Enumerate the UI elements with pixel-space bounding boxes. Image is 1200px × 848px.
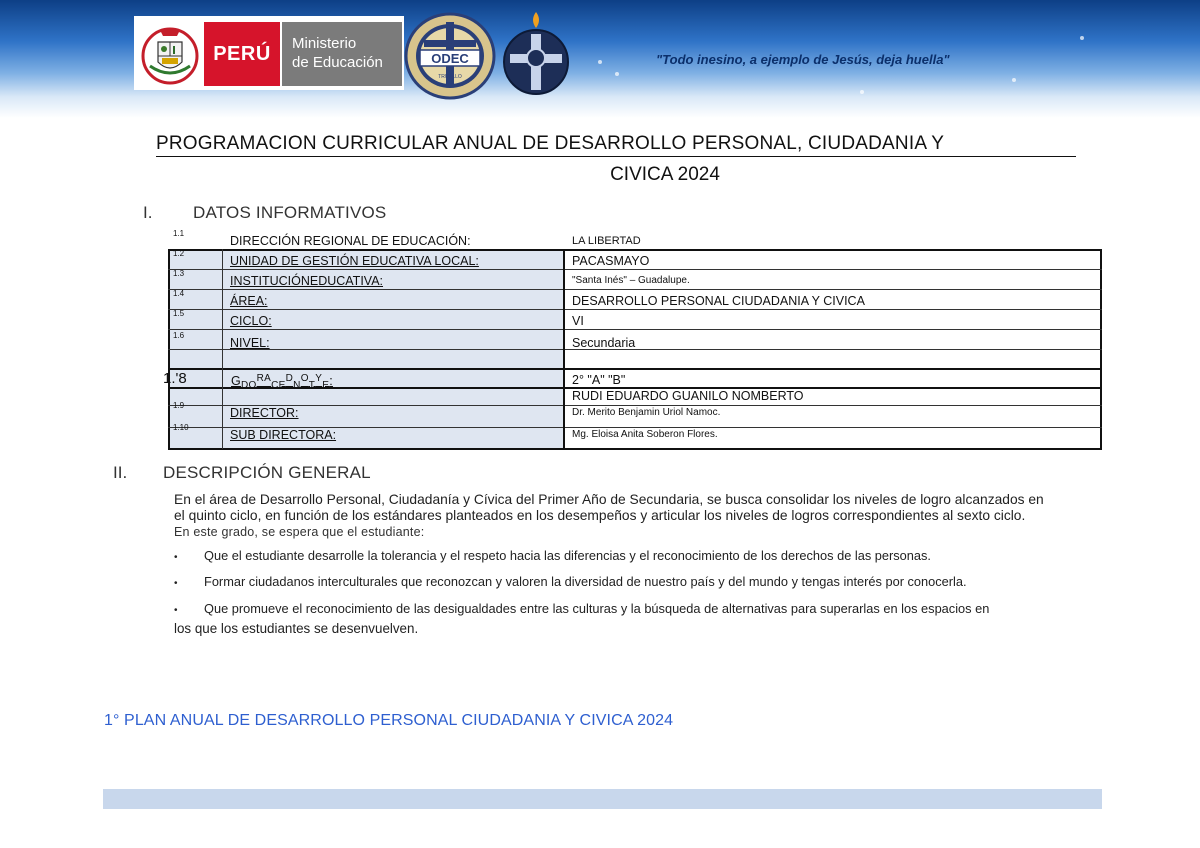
datos-row — [168, 289, 1102, 309]
section1-number: I. — [143, 203, 153, 222]
row-label: DIRECTOR: — [230, 406, 299, 420]
row-number: 1.9 — [173, 401, 185, 410]
datos-row — [168, 401, 1102, 421]
row-label: UNIDAD DE GESTIÓN EDUCATIVA LOCAL: — [230, 254, 479, 268]
row-label: NIVEL: — [230, 336, 270, 350]
grado-value: 2° "A" "B" — [572, 373, 626, 387]
sparkle-decoration — [615, 72, 619, 76]
bullet-item — [174, 599, 989, 621]
description-line: En este grado, se espera que el estudiante: — [174, 525, 425, 539]
description-paragraph — [174, 492, 1134, 540]
row-value: Mg. Eloisa Anita Soberon Flores. — [572, 429, 718, 440]
docente-value: RUDI EDUARDO GUANILO NOMBERTO — [572, 389, 804, 403]
sparkle-decoration — [598, 60, 602, 64]
bullet-icon: • — [174, 578, 178, 589]
row-value: "Santa Inés" – Guadalupe. — [572, 275, 690, 286]
section2-number: II. — [113, 463, 128, 482]
peru-label: PERÚ — [213, 42, 271, 65]
peru-brand-block — [204, 22, 280, 86]
ministerio-brand-block — [282, 22, 402, 86]
table-header-bar — [103, 789, 1102, 809]
description-line: el quinto ciclo, en función de los estándares planteados en los desempeños y articular los niveles de logros correspondientes al sexto ciclo. — [174, 508, 1026, 523]
row-number: 1.6 — [173, 331, 185, 340]
description-line: En el área de Desarrollo Personal, Ciudadanía y Cívica del Primer Año de Secundaria, se busca consolidar los niveles de logro alcanzados en — [174, 492, 1044, 507]
row-number: 1.5 — [173, 309, 185, 318]
row-label: INSTITUCIÓNEDUCATIVA: — [230, 274, 384, 288]
bullet-icon: • — [174, 605, 178, 616]
row-number: 1.3 — [173, 269, 185, 278]
bullet-text: Que promueve el reconocimiento de las desigualdades entre las culturas y la búsqueda de alternativas para superarlas en los espacios en — [204, 601, 990, 616]
plan-anual-heading: 1° PLAN ANUAL DE DESARROLLO PERSONAL CIUDADANIA Y CIVICA 2024 — [104, 712, 674, 729]
school-motto: "Todo inesino, a ejemplo de Jesús, deja huella" — [656, 52, 950, 67]
grado-docente-label: $G_{DO}^{RA}_{CE}^D_N^O_T^Y_E$: — [231, 373, 333, 391]
sparkle-decoration — [860, 90, 864, 94]
school-cross-logo-icon — [500, 10, 572, 100]
row-number: 1.4 — [173, 289, 185, 298]
ministerio-line2: de Educación — [292, 54, 383, 71]
peru-coat-of-arms-icon — [140, 22, 200, 86]
document-title-line2: CIVICA 2024 — [610, 164, 720, 185]
document-title-line1: PROGRAMACION CURRICULAR ANUAL DE DESARROLLO PERSONAL, CIUDADANIA Y — [156, 133, 1076, 157]
bullet-icon: • — [174, 552, 178, 563]
row-value: PACASMAYO — [572, 254, 650, 268]
sparkle-decoration — [1012, 78, 1016, 82]
row-label: SUB DIRECTORA: — [230, 428, 337, 442]
datos-row — [168, 309, 1102, 329]
row-label: DIRECCIÓN REGIONAL DE EDUCACIÓN: — [230, 234, 471, 248]
row-number: 1.2 — [173, 249, 185, 258]
bullet-text: Que el estudiante desarrolle la tolerancia y el respeto hacia las diferencias y el reconocimiento de los derechos de las personas. — [204, 548, 931, 563]
row-value: VI — [572, 314, 584, 328]
table-rule — [168, 329, 1102, 330]
datos-row — [168, 229, 1102, 249]
row-value: Dr. Merito Benjamin Uriol Namoc. — [572, 407, 721, 418]
row-value: Secundaria — [572, 336, 636, 350]
header-banner — [0, 0, 1200, 118]
row-label: ÁREA: — [230, 294, 268, 308]
sparkle-decoration — [1080, 36, 1084, 40]
section2-title: DESCRIPCIÓN GENERAL — [163, 463, 371, 482]
grado-row-number: 1.'8 — [163, 370, 187, 387]
table-rule-thick — [168, 368, 1102, 370]
odec-text: ODEC — [431, 51, 469, 66]
ministerio-line1: Ministerio — [292, 35, 357, 52]
row-number: 1.1 — [173, 229, 185, 238]
section1-title: DATOS INFORMATIVOS — [193, 203, 387, 222]
bullet-text: Formar ciudadanos interculturales que reconozcan y valoren la diversidad de nuestro país y del mundo y tengas interés por conocerla. — [204, 574, 967, 589]
datos-row — [168, 423, 1102, 443]
bullet-item — [174, 572, 967, 594]
bullet-item — [174, 546, 931, 568]
datos-row — [168, 249, 1102, 269]
datos-row — [168, 269, 1102, 289]
row-value: DESARROLLO PERSONAL CIUDADANIA Y CIVICA — [572, 294, 865, 308]
odec-logo-icon — [404, 12, 496, 100]
odec-subtext: TRUJILLO — [438, 74, 462, 80]
row-value: LA LIBERTAD — [572, 235, 641, 247]
bullet-continuation: los que los estudiantes se desenvuelven. — [174, 621, 419, 636]
datos-row — [168, 331, 1102, 351]
row-number: 1.10 — [173, 423, 189, 432]
row-label: CICLO: — [230, 314, 272, 328]
